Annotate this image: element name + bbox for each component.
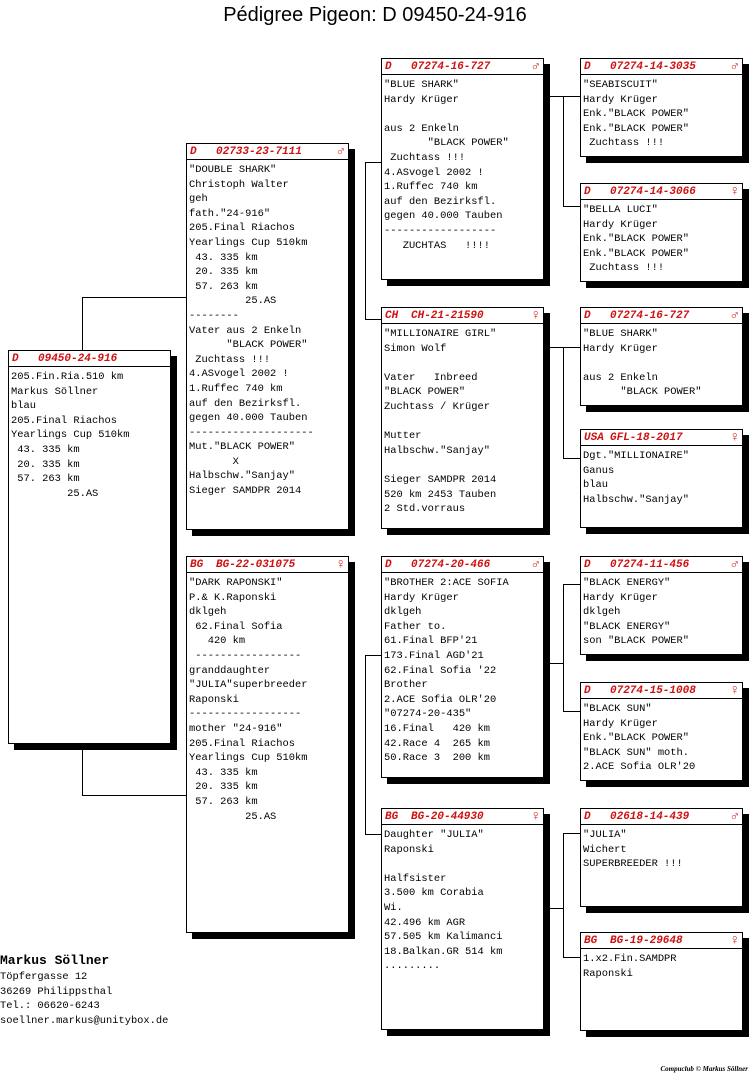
card-line: "BLACK ENERGY" bbox=[583, 620, 671, 633]
connector-line bbox=[549, 347, 580, 348]
ring-number: 07274-16-727 bbox=[411, 60, 491, 73]
pigeon-card-fm[interactable] bbox=[381, 307, 544, 529]
owner-email[interactable]: soellner.markus@unitybox.de bbox=[0, 1014, 169, 1027]
copyright-footer: Compuclub © Markus Söllner bbox=[660, 1065, 748, 1073]
card-line: Zuchtass !!! bbox=[384, 151, 466, 164]
card-line: 4.ASvogel 2002 ! bbox=[384, 166, 484, 179]
card-line: Hardy Krüger bbox=[384, 93, 459, 106]
card-header bbox=[581, 59, 742, 75]
card-line bbox=[384, 415, 541, 430]
card-header bbox=[382, 557, 543, 573]
card-line: 520 km 2453 Tauben bbox=[384, 488, 497, 501]
country-code: D bbox=[584, 684, 591, 697]
card-line: Halbschw."Sanjay" bbox=[189, 470, 296, 483]
card-line: Halbschw."Sanjay" bbox=[583, 493, 690, 506]
pigeon-card-father[interactable] bbox=[186, 143, 349, 530]
connector-line bbox=[365, 162, 366, 319]
card-header bbox=[581, 308, 742, 324]
card-line: Enk."BLACK POWER" bbox=[583, 108, 690, 121]
card-line: 43. 335 km bbox=[189, 766, 258, 779]
pigeon-card-fmf[interactable] bbox=[580, 307, 743, 406]
ring-number: 02733-23-7111 bbox=[216, 145, 302, 158]
card-line: ------------------ bbox=[384, 224, 497, 237]
card-body bbox=[581, 75, 742, 151]
card-line: ----------------- bbox=[189, 649, 302, 662]
card-body bbox=[581, 699, 742, 775]
card-body bbox=[382, 324, 543, 517]
card-line: Father to. bbox=[384, 620, 447, 633]
female-icon: ♀ bbox=[730, 932, 739, 949]
connector-line bbox=[563, 584, 564, 711]
card-line: Vater aus 2 Enkeln bbox=[189, 324, 302, 337]
card-line: "MILLIONAIRE GIRL" bbox=[384, 328, 497, 340]
card-line: 205.Final Riachos bbox=[189, 222, 296, 235]
connector-line bbox=[563, 711, 580, 712]
card-line: Simon Wolf bbox=[384, 342, 447, 355]
card-header bbox=[581, 809, 742, 825]
card-line: Brother bbox=[384, 679, 428, 692]
card-line: son "BLACK POWER" bbox=[583, 635, 690, 648]
card-line: mother "24-916" bbox=[189, 722, 283, 735]
ring-number: 07274-11-456 bbox=[610, 558, 690, 571]
card-line: blau bbox=[583, 479, 608, 492]
card-line: Yearlings Cup 510km bbox=[189, 752, 308, 765]
pigeon-card-mfm[interactable] bbox=[580, 682, 743, 781]
connector-line bbox=[82, 297, 186, 298]
card-line: Markus Söllner bbox=[11, 385, 99, 398]
card-body bbox=[382, 573, 543, 766]
card-line: Sieger SAMDPR 2014 bbox=[384, 473, 497, 486]
ring-number: 09450-24-916 bbox=[38, 352, 118, 365]
card-line: "JULIA" bbox=[583, 829, 627, 841]
owner-city: 36269 Philippsthal bbox=[0, 985, 113, 998]
card-line: P.& K.Raponski bbox=[189, 591, 277, 604]
card-body bbox=[187, 160, 348, 499]
card-body bbox=[581, 324, 742, 400]
ring-number: BG-22-031075 bbox=[216, 558, 296, 571]
card-line: Halfsister bbox=[384, 872, 447, 885]
male-icon: ♂ bbox=[730, 58, 739, 75]
card-line: 42.Race 4 265 km bbox=[384, 737, 491, 750]
card-line: dklgeh bbox=[583, 606, 621, 619]
card-line: 1.x2.Fin.SAMDPR bbox=[583, 953, 677, 965]
card-line: Wi. bbox=[384, 901, 403, 914]
card-line: Zuchtass !!! bbox=[583, 137, 665, 150]
card-line: dklgeh bbox=[384, 606, 422, 619]
card-line: 20. 335 km bbox=[189, 781, 258, 794]
card-line: Enk."BLACK POWER" bbox=[583, 247, 690, 260]
country-code: D bbox=[584, 185, 591, 198]
card-line: "BLUE SHARK" bbox=[583, 328, 658, 340]
ring-number: 07274-14-3035 bbox=[610, 60, 696, 73]
card-line: 57. 263 km bbox=[189, 280, 258, 293]
country-code: D bbox=[584, 60, 591, 73]
card-line: dklgeh bbox=[189, 606, 227, 619]
female-icon: ♀ bbox=[336, 556, 345, 573]
connector-line bbox=[365, 655, 381, 656]
country-code: D bbox=[584, 810, 591, 823]
card-line: aus 2 Enkeln bbox=[583, 371, 658, 384]
card-header bbox=[187, 144, 348, 160]
card-header bbox=[9, 351, 170, 367]
pigeon-card-ff[interactable] bbox=[381, 58, 544, 280]
card-line: 3.500 km Corabia bbox=[384, 887, 484, 900]
card-line: 62.Final Sofia bbox=[189, 620, 283, 633]
card-line: "BLACK POWER" bbox=[384, 137, 509, 150]
card-line: "BLUE SHARK" bbox=[384, 79, 459, 91]
card-line: "BLACK SUN" moth. bbox=[583, 746, 690, 759]
pigeon-card-mff[interactable] bbox=[580, 556, 743, 655]
country-code: D bbox=[12, 352, 19, 365]
country-code: D bbox=[385, 60, 392, 73]
connector-line bbox=[549, 96, 580, 97]
card-line: ZUCHTAS !!!! bbox=[384, 239, 491, 252]
card-line: Daughter "JULIA" bbox=[384, 829, 484, 841]
card-line: "DARK RAPONSKI" bbox=[189, 577, 283, 589]
card-line: 43. 335 km bbox=[189, 251, 258, 264]
card-line: 43. 335 km bbox=[11, 443, 80, 456]
card-line: Yearlings Cup 510km bbox=[189, 236, 308, 249]
card-line: 25.AS bbox=[11, 487, 99, 500]
connector-line bbox=[82, 297, 83, 350]
ring-number: 07274-16-727 bbox=[610, 309, 690, 322]
card-line: "BROTHER 2:ACE SOFIA bbox=[384, 577, 509, 589]
card-line: 16.Final 420 km bbox=[384, 722, 491, 735]
connector-line bbox=[563, 206, 580, 207]
pigeon-card-subject[interactable] bbox=[8, 350, 171, 744]
card-line: Sieger SAMDPR 2014 bbox=[189, 485, 302, 498]
card-line: 1.Ruffec 740 km bbox=[189, 382, 283, 395]
card-body bbox=[581, 573, 742, 649]
female-icon: ♀ bbox=[730, 183, 739, 200]
card-line bbox=[384, 356, 541, 371]
card-body bbox=[9, 367, 170, 501]
card-line: Enk."BLACK POWER" bbox=[583, 732, 690, 745]
card-line: -------- bbox=[189, 309, 239, 322]
ring-number: BG-20-44930 bbox=[411, 810, 484, 823]
country-code: D bbox=[584, 309, 591, 322]
female-icon: ♀ bbox=[531, 307, 540, 324]
connector-line bbox=[563, 584, 580, 585]
card-line: Mutter bbox=[384, 430, 422, 443]
card-line: "BLACK POWER" bbox=[189, 339, 308, 352]
card-line: Ganus bbox=[583, 464, 615, 477]
female-icon: ♀ bbox=[531, 808, 540, 825]
connector-line bbox=[563, 833, 564, 957]
card-line: 205.Final Riachos bbox=[189, 737, 296, 750]
card-line: 2.ACE Sofia OLR'20 bbox=[583, 761, 696, 774]
card-line: gegen 40.000 Tauben bbox=[189, 412, 308, 425]
ring-number: 07274-14-3066 bbox=[610, 185, 696, 198]
card-body bbox=[581, 949, 742, 981]
pigeon-card-mmf[interactable] bbox=[580, 808, 743, 907]
country-code: D bbox=[385, 558, 392, 571]
country-code: CH bbox=[385, 309, 399, 322]
card-line: 2.ACE Sofia OLR'20 bbox=[384, 693, 497, 706]
card-header bbox=[382, 809, 543, 825]
male-icon: ♂ bbox=[730, 808, 739, 825]
country-code: USA bbox=[584, 431, 604, 444]
card-line: Zuchtass !!! bbox=[189, 353, 271, 366]
page-title: Pédigree Pigeon: D 09450-24-916 bbox=[223, 4, 527, 26]
country-code: BG bbox=[385, 810, 399, 823]
male-icon: ♂ bbox=[730, 556, 739, 573]
owner-phone: Tel.: 06620-6243 bbox=[0, 1000, 100, 1013]
male-icon: ♂ bbox=[336, 143, 345, 160]
card-line: 2 Std.vorraus bbox=[384, 503, 466, 516]
card-line: "DOUBLE SHARK" bbox=[189, 164, 277, 176]
card-header bbox=[187, 557, 348, 573]
card-line: "BLACK ENERGY" bbox=[583, 577, 671, 589]
card-line: Raponski bbox=[189, 693, 239, 706]
card-line: 57. 263 km bbox=[11, 473, 80, 486]
owner-street: Töpfergasse 12 bbox=[0, 971, 88, 983]
connector-line bbox=[82, 743, 83, 795]
card-header bbox=[581, 430, 742, 446]
card-line: "BLACK POWER" bbox=[583, 386, 702, 399]
owner-address bbox=[0, 952, 168, 1028]
card-line: Hardy Krüger bbox=[583, 342, 658, 355]
card-line bbox=[583, 356, 740, 371]
pigeon-card-fff[interactable] bbox=[580, 58, 743, 157]
ring-number: 02618-14-439 bbox=[610, 810, 690, 823]
card-line: Yearlings Cup 510km bbox=[11, 429, 130, 442]
card-line: 18.Balkan.GR 514 km bbox=[384, 945, 503, 958]
male-icon: ♂ bbox=[531, 556, 540, 573]
card-line: Halbschw."Sanjay" bbox=[384, 444, 491, 457]
card-line: "BELLA LUCI" bbox=[583, 204, 658, 216]
connector-line bbox=[563, 347, 564, 458]
card-line: Zuchtass / Krüger bbox=[384, 400, 491, 413]
connector-line bbox=[563, 833, 580, 834]
card-line: 50.Race 3 200 km bbox=[384, 752, 491, 765]
card-line: Hardy Krüger bbox=[583, 93, 658, 106]
card-line: "07274-20-435" bbox=[384, 708, 472, 721]
card-line: 57.505 km Kalimanci bbox=[384, 931, 503, 944]
connector-line bbox=[365, 834, 381, 835]
connector-line bbox=[563, 458, 580, 459]
card-line: 4.ASvogel 2002 ! bbox=[189, 368, 289, 381]
card-line: "BLACK POWER" bbox=[384, 386, 466, 399]
card-line: geh bbox=[189, 193, 208, 206]
card-line: Hardy Krüger bbox=[583, 717, 658, 730]
card-line: "BLACK SUN" bbox=[583, 703, 652, 715]
female-icon: ♀ bbox=[730, 682, 739, 699]
card-line: Wichert bbox=[583, 843, 627, 856]
connector-line bbox=[563, 957, 580, 958]
card-body bbox=[187, 573, 348, 824]
card-line: Hardy Krüger bbox=[583, 218, 658, 231]
owner-name: Markus Söllner bbox=[0, 953, 110, 968]
card-line bbox=[384, 857, 541, 872]
card-line: blau bbox=[11, 400, 36, 413]
card-line: Christoph Walter bbox=[189, 178, 289, 191]
card-line: Dgt."MILLIONAIRE" bbox=[583, 450, 690, 462]
ring-number: BG-19-29648 bbox=[610, 934, 683, 947]
pigeon-card-mmm[interactable] bbox=[580, 932, 743, 1031]
card-line: 57. 263 km bbox=[189, 795, 258, 808]
female-icon: ♀ bbox=[730, 429, 739, 446]
pigeon-card-mother[interactable] bbox=[186, 556, 349, 933]
card-line: 20. 335 km bbox=[189, 266, 258, 279]
card-line: aus 2 Enkeln bbox=[384, 122, 459, 135]
card-body bbox=[581, 446, 742, 507]
country-code: D bbox=[190, 145, 197, 158]
card-line: Raponski bbox=[583, 967, 633, 980]
card-line: Hardy Krüger bbox=[583, 591, 658, 604]
card-line: 205.Fin.Ria.510 km bbox=[11, 371, 124, 383]
card-line: "JULIA"superbreeder bbox=[189, 679, 308, 692]
card-line: 173.Final AGD'21 bbox=[384, 649, 484, 662]
connector-line bbox=[365, 655, 366, 834]
card-line: 25.AS bbox=[189, 295, 277, 308]
card-line: fath."24-916" bbox=[189, 207, 271, 220]
card-line: Raponski bbox=[384, 843, 434, 856]
country-code: BG bbox=[190, 558, 204, 571]
card-body bbox=[581, 200, 742, 276]
card-header bbox=[581, 557, 742, 573]
card-line: Enk."BLACK POWER" bbox=[583, 122, 690, 135]
pigeon-card-ffm[interactable] bbox=[580, 183, 743, 282]
male-icon: ♂ bbox=[531, 58, 540, 75]
card-line: Enk."BLACK POWER" bbox=[583, 233, 690, 246]
card-header bbox=[581, 184, 742, 200]
ring-number: GFL-18-2017 bbox=[610, 431, 683, 444]
card-line: "SEABISCUIT" bbox=[583, 79, 658, 91]
connector-line bbox=[365, 162, 381, 163]
card-line: auf den Bezirksfl. bbox=[384, 195, 497, 208]
card-line: 61.Final BFP'21 bbox=[384, 635, 478, 648]
card-line: 20. 335 km bbox=[11, 458, 80, 471]
card-header bbox=[581, 933, 742, 949]
connector-line bbox=[549, 663, 564, 664]
connector-line bbox=[82, 795, 186, 796]
male-icon: ♂ bbox=[730, 307, 739, 324]
card-header bbox=[382, 308, 543, 324]
card-line: gegen 40.000 Tauben bbox=[384, 210, 503, 223]
pigeon-card-fmm[interactable] bbox=[580, 429, 743, 528]
card-body bbox=[581, 825, 742, 872]
card-line: -------------------- bbox=[189, 426, 314, 439]
pigeon-card-mm[interactable] bbox=[381, 808, 544, 1030]
card-line: Mut."BLACK POWER" bbox=[189, 441, 296, 454]
pigeon-card-mf[interactable] bbox=[381, 556, 544, 778]
card-line: 420 km bbox=[189, 635, 246, 648]
card-line: ------------------ bbox=[189, 708, 302, 721]
ring-number: 07274-20-466 bbox=[411, 558, 491, 571]
card-header bbox=[581, 683, 742, 699]
card-line: Zuchtass !!! bbox=[583, 262, 665, 275]
card-line: SUPERBREEDER !!! bbox=[583, 858, 683, 871]
card-line: 25.AS bbox=[189, 810, 277, 823]
card-line bbox=[384, 458, 541, 473]
card-body bbox=[382, 75, 543, 253]
card-line: 42.496 km AGR bbox=[384, 916, 466, 929]
card-line: Vater Inbreed bbox=[384, 371, 478, 384]
country-code: BG bbox=[584, 934, 598, 947]
connector-line bbox=[549, 908, 564, 909]
card-line: ......... bbox=[384, 960, 441, 973]
card-line: 205.Final Riachos bbox=[11, 414, 118, 427]
connector-line bbox=[563, 96, 564, 206]
ring-number: 07274-15-1008 bbox=[610, 684, 696, 697]
card-line: X bbox=[189, 455, 239, 468]
card-line: 1.Ruffec 740 km bbox=[384, 181, 478, 194]
ring-number: CH-21-21590 bbox=[411, 309, 484, 322]
card-line bbox=[384, 107, 541, 122]
card-header bbox=[382, 59, 543, 75]
card-line: Hardy Krüger bbox=[384, 591, 459, 604]
country-code: D bbox=[584, 558, 591, 571]
card-body bbox=[382, 825, 543, 974]
connector-line bbox=[365, 319, 381, 320]
card-line: auf den Bezirksfl. bbox=[189, 397, 302, 410]
card-line: granddaughter bbox=[189, 664, 271, 677]
card-line: 62.Final Sofia '22 bbox=[384, 664, 497, 677]
